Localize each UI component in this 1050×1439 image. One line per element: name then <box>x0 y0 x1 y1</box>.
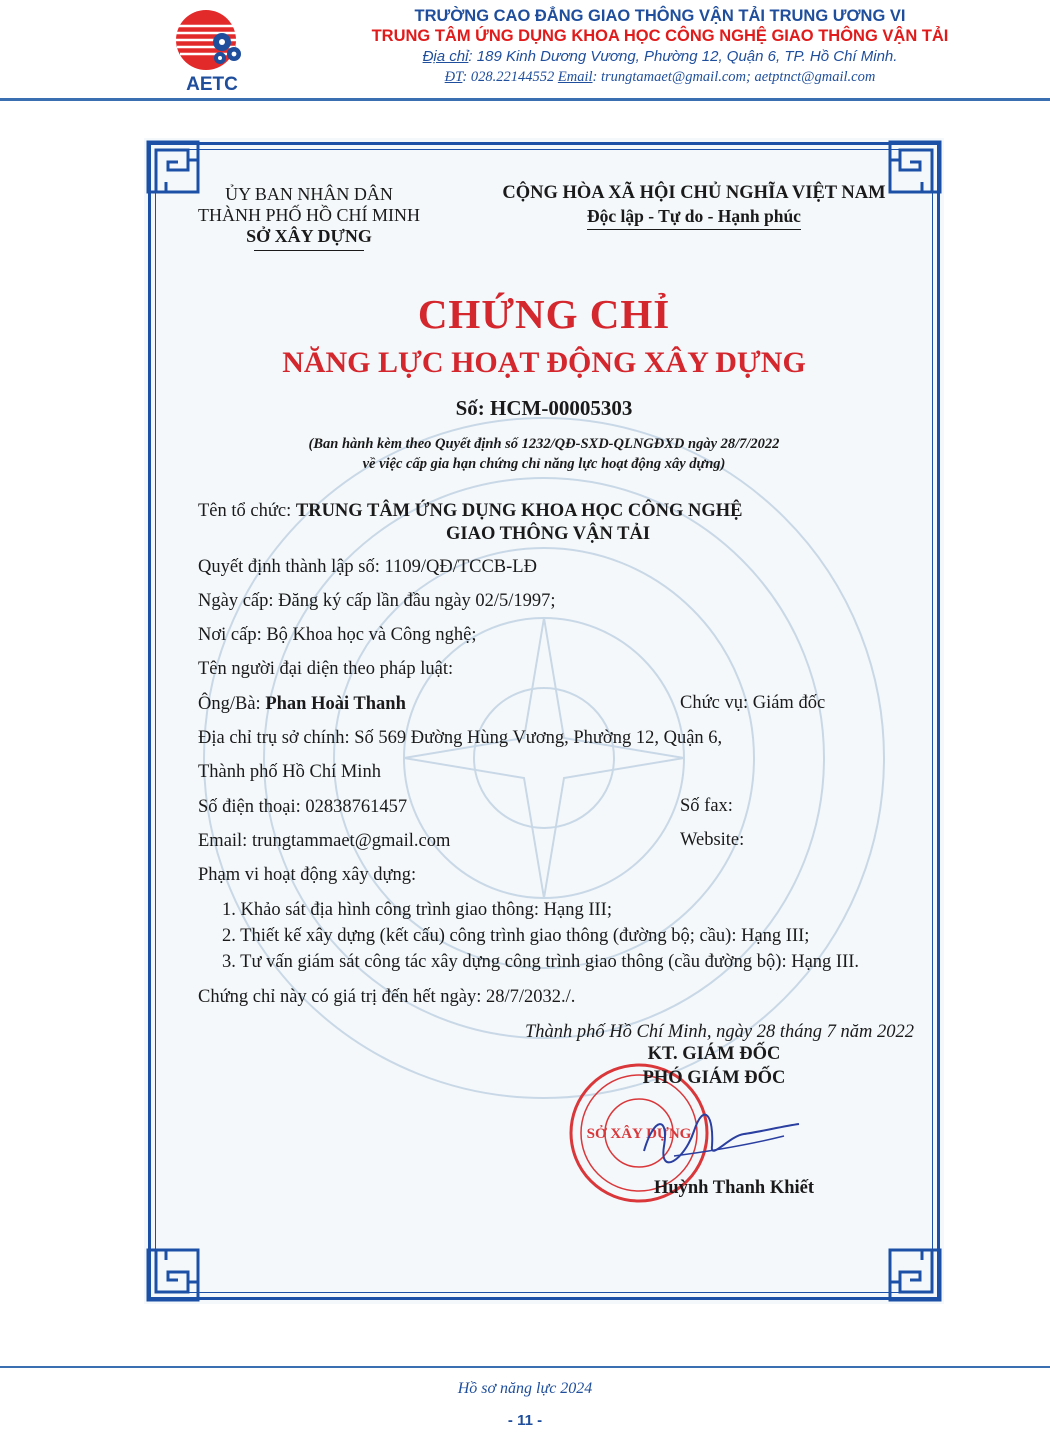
college-name: TRƯỜNG CAO ĐẲNG GIAO THÔNG VẬN TẢI TRUNG ƯƠNG VI <box>414 7 906 25</box>
authority-line-1: ỦY BAN NHÂN DÂN <box>225 184 393 204</box>
email-address: Email: trungtammaet@gmail.com <box>198 831 451 851</box>
website: Website: <box>680 830 745 850</box>
issue-date: Ngày cấp: Đăng ký cấp lần đầu ngày 02/5/1997; <box>198 591 556 611</box>
scope-item: 3. Tư vấn giám sát công tác xây dựng công trình giao thông (cầu đường bộ): Hạng III. <box>222 952 860 972</box>
stamp-text: SỞ XÂY DỰNG <box>586 1126 692 1142</box>
representative-name: Phan Hoài Thanh <box>265 694 406 714</box>
signing-date: Thành phố Hồ Chí Minh, ngày 28 tháng 7 năm 2022 <box>524 1022 914 1042</box>
representative-prefix: Ông/Bà: <box>198 694 266 714</box>
certificate <box>144 138 944 1304</box>
center-name: TRUNG TÂM ỨNG DỤNG KHOA HỌC CÔNG NGHỆ GIAO THÔNG VẬN TẢI <box>371 27 949 45</box>
address-value: : 189 Kinh Dương Vương, Phường 12, Quận 6, TP. Hồ Chí Minh. <box>468 48 898 65</box>
scope-item: 1. Khảo sát địa hình công trình giao thông: Hạng III; <box>222 900 612 920</box>
corner-ornament-icon <box>886 1246 944 1304</box>
scope-label: Phạm vi hoạt động xây dựng: <box>198 865 417 885</box>
phone-value: : 028.22144552 <box>462 69 558 85</box>
page-header <box>300 6 1020 87</box>
footer-title: Hồ sơ năng lực 2024 <box>457 1380 593 1397</box>
fax-number: Số fax: <box>680 796 733 816</box>
headquarters-line-1: Địa chỉ trụ sở chính: Số 569 Đường Hùng Vương, Phường 12, Quận 6, <box>198 728 723 748</box>
headquarters-line-2: Thành phố Hồ Chí Minh <box>198 762 381 782</box>
footer-divider <box>0 1366 1050 1368</box>
header-divider <box>0 98 1050 101</box>
certificate-subtitle: NĂNG LỰC HOẠT ĐỘNG XÂY DỰNG <box>282 346 806 379</box>
signer-name: Huỳnh Thanh Khiết <box>653 1178 815 1198</box>
motto: Độc lập - Tự do - Hạnh phúc <box>587 205 801 230</box>
authority-underline <box>254 250 364 251</box>
organization-label: Tên tổ chức: <box>198 501 296 521</box>
organization-name-2: GIAO THÔNG VẬN TẢI <box>446 524 651 544</box>
issue-place: Nơi cấp: Bộ Khoa học và Công nghệ; <box>198 625 477 645</box>
decision-line-1: (Ban hành kèm theo Quyết định số 1232/QĐ-SXD-QLNGĐXD ngày 28/7/2022 <box>308 436 780 452</box>
logo-text: AETC <box>186 74 238 94</box>
scope-item: 2. Thiết kế xây dựng (kết cấu) công trình giao thông (đường bộ; cầu): Hạng III; <box>222 926 810 946</box>
country-name: CỘNG HÒA XÃ HỘI CHỦ NGHĨA VIỆT NAM <box>502 183 886 203</box>
authority-line-2: THÀNH PHỐ HỒ CHÍ MINH <box>198 205 420 225</box>
email-label: Email <box>557 69 593 85</box>
founding-decision: Quyết định thành lập số: 1109/QĐ/TCCB-LĐ <box>198 557 537 577</box>
address-label: Địa chỉ <box>422 48 469 65</box>
signature-icon <box>634 1106 804 1176</box>
page-number: - 11 - <box>507 1412 543 1429</box>
signer-title-1: KT. GIÁM ĐỐC <box>647 1044 781 1064</box>
representative-label: Tên người đại diện theo pháp luật: <box>198 659 454 679</box>
authority-department: SỞ XÂY DỰNG <box>246 226 372 246</box>
phone-label: ĐT <box>444 69 463 85</box>
validity: Chứng chỉ này có giá trị đến hết ngày: 28/7/2032./. <box>198 987 576 1007</box>
representative-row <box>198 693 406 715</box>
certificate-title: CHỨNG CHỈ <box>417 291 671 337</box>
signer-title-2: PHÓ GIÁM ĐỐC <box>642 1068 786 1088</box>
organization-name-1: TRUNG TÂM ỨNG DỤNG KHOA HỌC CÔNG NGHỆ <box>295 501 743 521</box>
header-contact <box>300 67 1020 87</box>
aetc-logo <box>168 6 258 94</box>
email-value: : trungtamaet@gmail.com; aetptnct@gmail.com <box>592 69 876 85</box>
corner-ornament-icon <box>144 1246 202 1304</box>
organization-name-row <box>198 500 742 522</box>
issuing-authority <box>184 184 434 251</box>
phone-number: Số điện thoại: 02838761457 <box>198 797 408 817</box>
certificate-number: Số: HCM-00005303 <box>455 396 633 420</box>
header-address <box>300 47 1020 67</box>
national-motto <box>484 182 904 230</box>
decision-line-2: về việc cấp gia hạn chứng chỉ năng lực hoạt động xây dựng) <box>362 456 726 472</box>
representative-position: Chức vụ: Giám đốc <box>680 693 826 713</box>
drum-watermark-icon <box>184 278 904 1238</box>
decision-reference <box>144 434 944 474</box>
